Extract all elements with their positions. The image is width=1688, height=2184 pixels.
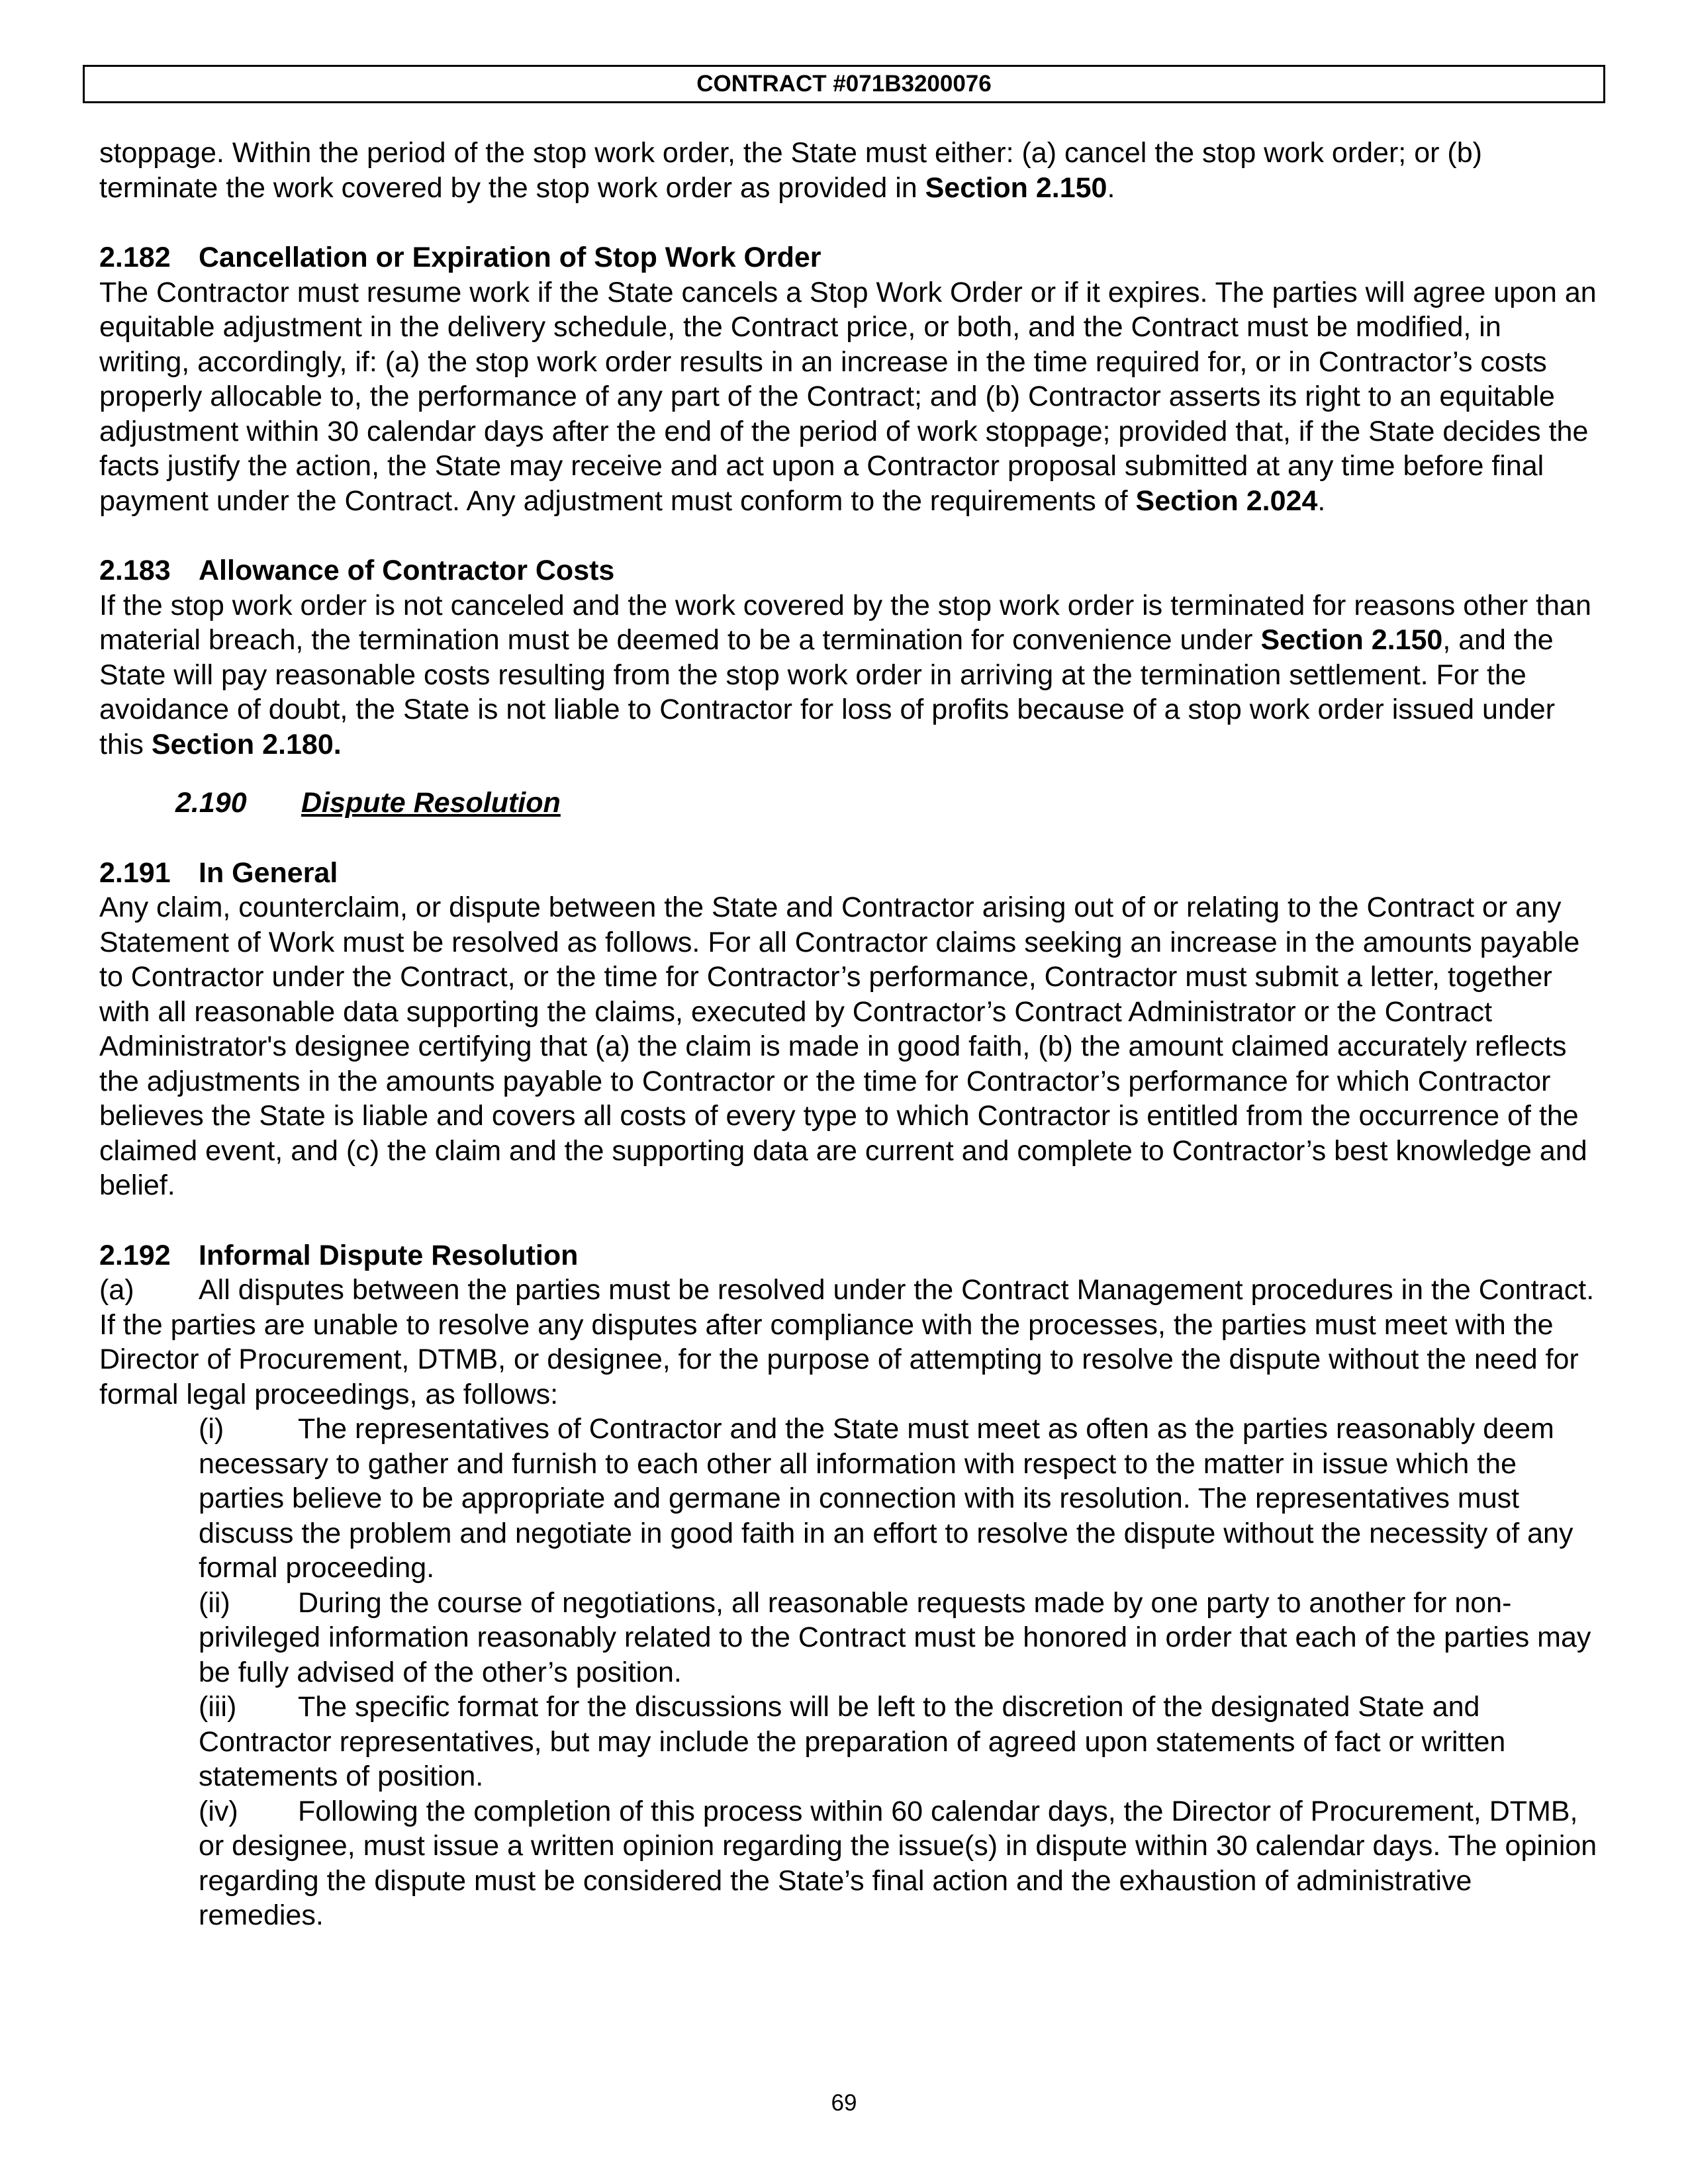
section-reference: Section 2.024 <box>1135 484 1318 517</box>
page-number: 69 <box>831 2090 857 2116</box>
section-reference: Section 2.150 <box>1260 624 1443 656</box>
paragraph-text: If the stop work order is not canceled and the work covered by the stop work order is terminated for reasons other than material breach, the termination must be deemed to be a termination for convenience under <box>99 589 1591 656</box>
list-item-label: (ii) <box>199 1586 230 1619</box>
paragraph-text: , and the State will pay reasonable costs resulting from the stop work order in arriving at the termination settlement. For the avoidance of doubt, the State is not liable to Contractor for loss of profits because of a stop work order issued under this <box>99 624 1556 760</box>
list-item-text: During the course of negotiations, all reasonable requests made by one party to another for non-privileged information reasonably related to the Contract must be honored in order that each of the parties may be fully advised of the other’s position. <box>199 1586 1591 1688</box>
section-2192-heading <box>99 1238 1599 1273</box>
intro-paragraph <box>99 136 1599 205</box>
section-number: 2.191 <box>99 856 171 889</box>
section-2183-paragraph <box>99 588 1599 762</box>
paragraph-text-end: . <box>1317 484 1326 517</box>
section-2191-paragraph: Any claim, counterclaim, or dispute between the State and Contractor arising out of or relating to the Contract or any Statement of Work must be resolved as follows. For all Contractor claims seeking an increase in the amounts payable to Contractor under the Contract, or the time for Contractor’s performance, Contractor must submit a letter, together with all reasonable data supporting the claims, executed by Contractor’s Contract Administrator or the Contract Administrator's designee certifying that (a) the claim is made in good faith, (b) the amount claimed accurately reflects the adjustments in the amounts payable to Contractor or the time for Contractor’s performance for which Contractor believes the State is liable and covers all costs of every type to which Contractor is entitled from the occurrence of the claimed event, and (c) the claim and the supporting data are current and complete to Contractor’s best knowledge and belief. <box>99 891 1587 1201</box>
list-item <box>199 1586 1599 1690</box>
list-item-text: Following the completion of this process within 60 calendar days, the Director of Procurement, DTMB, or designee, must issue a written opinion regarding the issue(s) in dispute within 30 calendar days. The opinion regarding the dispute must be considered the State’s final action and the exhaustion of administrative remedies. <box>199 1795 1597 1931</box>
section-title: Dispute Resolution <box>301 787 561 819</box>
roman-list <box>199 1412 1599 1933</box>
list-item <box>199 1412 1599 1586</box>
contract-number: CONTRACT #071B3200076 <box>696 71 992 97</box>
list-item-label: (iv) <box>199 1795 238 1827</box>
section-title: In General <box>199 856 338 889</box>
section-number: 2.182 <box>99 242 171 273</box>
list-item-label: (iii) <box>199 1691 237 1723</box>
list-item-text: The specific format for the discussions will be left to the discretion of the designated State and Contractor representatives, but may include the preparation of agreed upon statements of fact or written statements of position. <box>199 1691 1506 1792</box>
section-title: Informal Dispute Resolution <box>199 1239 579 1271</box>
section-2192-paragraph-a <box>99 1273 1599 1412</box>
section-number: 2.190 <box>175 787 247 819</box>
section-2182-paragraph <box>99 275 1599 519</box>
section-title: Allowance of Contractor Costs <box>199 555 615 586</box>
section-number: 2.183 <box>99 555 171 586</box>
contract-header <box>83 65 1605 103</box>
list-item <box>199 1690 1599 1794</box>
intro-text: stoppage. Within the period of the stop work order, the State must either: (a) cancel the stop work order; or (b) terminate the work covered by the stop work order as provided in <box>99 137 1482 204</box>
paragraph-text: All disputes between the parties must be resolved under the Contract Management procedures in the Contract. If the parties are unable to resolve any disputes after compliance with the processes, the parties must meet with the Director of Procurement, DTMB, or designee, for the purpose of attempting to resolve the dispute without the need for formal legal proceedings, as follows: <box>99 1274 1595 1410</box>
section-2191-heading <box>99 856 1599 891</box>
list-item-text: The representatives of Contractor and the State must meet as often as the parties reasonably deem necessary to gather and furnish to each other all information with respect to the matter in issue which the parties believe to be appropriate and germane in connection with its resolution. The representatives must discuss the problem and negotiate in good faith in an effort to resolve the dispute without the necessity of any formal proceeding. <box>199 1413 1573 1584</box>
section-reference: Section 2.180. <box>151 728 342 760</box>
list-label: (a) <box>99 1274 134 1306</box>
document-body <box>99 136 1599 1933</box>
intro-text-end: . <box>1107 171 1115 204</box>
section-reference: Section 2.150 <box>925 171 1107 204</box>
paragraph-text: The Contractor must resume work if the State cancels a Stop Work Order or if it expires. The parties will agree upon an equitable adjustment in the delivery schedule, the Contract price, or both, and the Contract must be modified, in writing, accordingly, if: (a) the stop work order results in an increase in the time required for, or in Contractor’s costs properly allocable to, the performance of any part of the Contract; and (b) Contractor asserts its right to an equitable adjustment within 30 calendar days after the end of the period of work stoppage; provided that, if the State decides the facts justify the action, the State may receive and act upon a Contractor proposal submitted at any time before final payment under the Contract. Any adjustment must conform to the requirements of <box>99 276 1597 517</box>
section-2190-heading <box>175 786 1599 821</box>
section-title: Cancellation or Expiration of Stop Work Order <box>199 242 821 273</box>
section-2183-heading <box>99 553 1599 588</box>
list-item-label: (i) <box>199 1413 224 1445</box>
section-2182-heading <box>99 240 1599 275</box>
list-item <box>199 1794 1599 1933</box>
section-number: 2.192 <box>99 1239 171 1271</box>
